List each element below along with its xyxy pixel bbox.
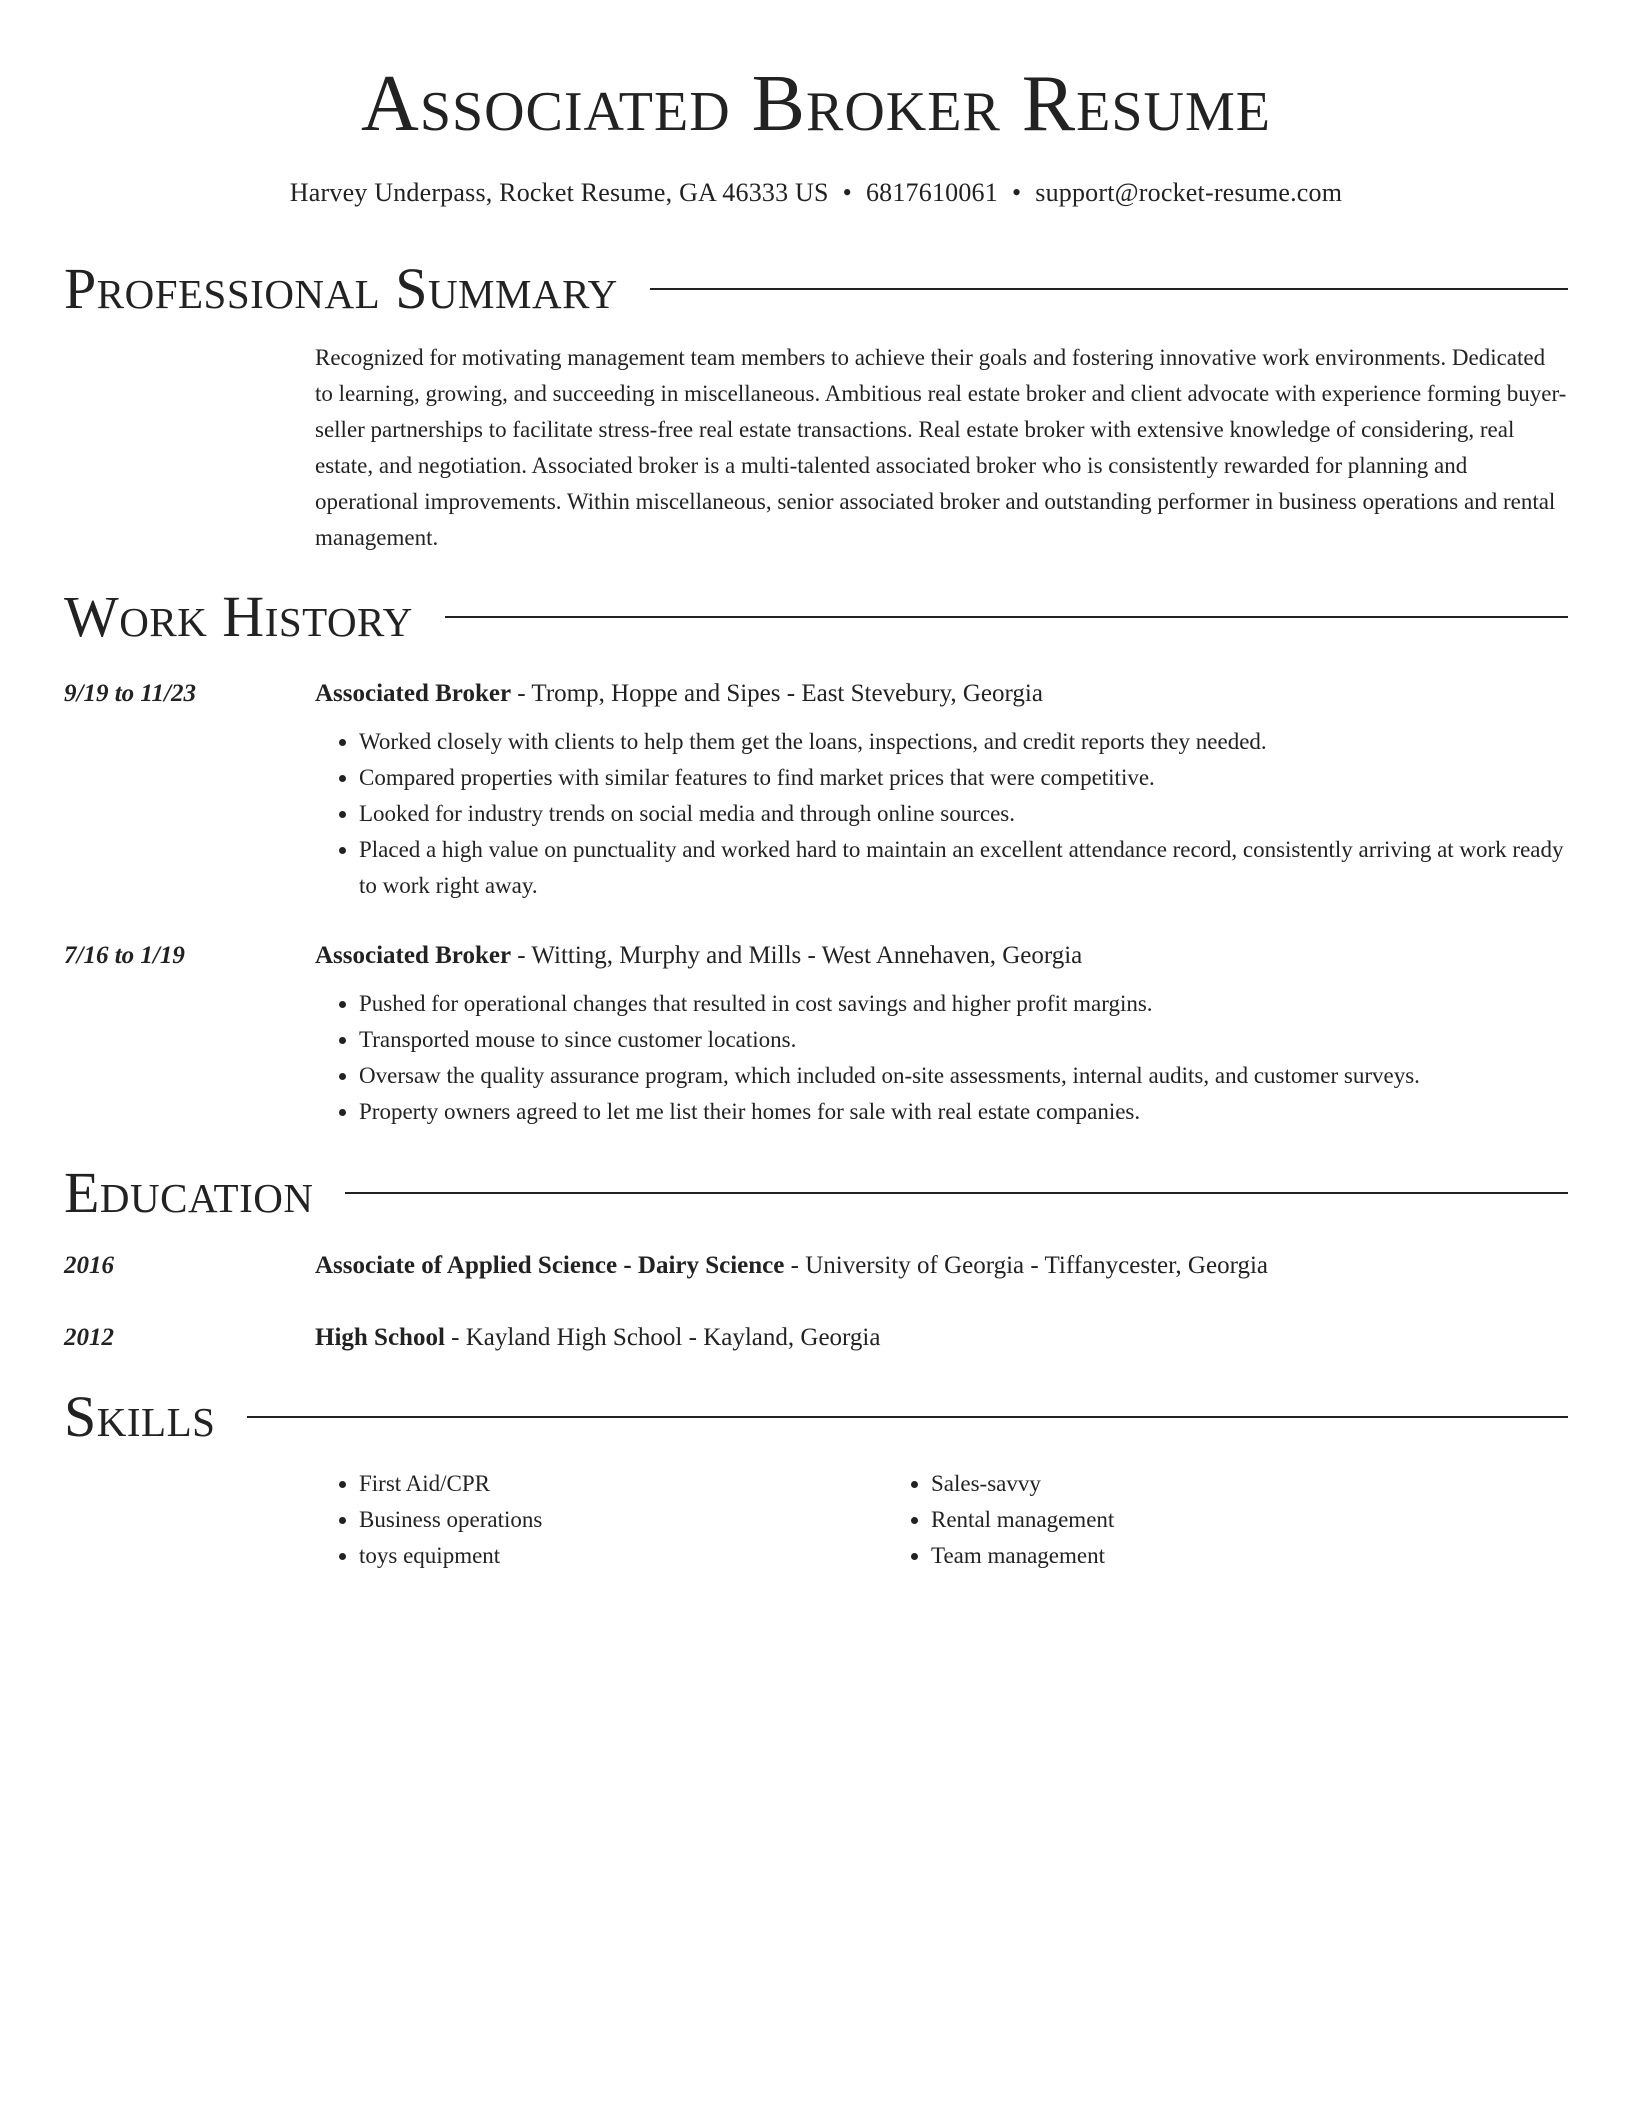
contact-email: support@rocket-resume.com: [1035, 178, 1343, 207]
education-year: 2016: [64, 1252, 114, 1279]
list-item: • Looked for industry trends on social media and through online sources.: [359, 796, 1568, 832]
skill-item: • Business operations: [359, 1502, 887, 1538]
job-entry: [64, 676, 1568, 904]
education-entry: [64, 1320, 1568, 1356]
job-heading: [315, 676, 1568, 712]
education-degree: High School: [315, 1324, 445, 1351]
job-dates: 9/19 to 11/23: [64, 680, 196, 707]
job-entry: [64, 938, 1568, 1130]
education-degree: Associate of Applied Science - Dairy Science: [315, 1252, 785, 1279]
summary-section-header: [64, 256, 1568, 321]
job-dates: 7/16 to 1/19: [64, 942, 185, 969]
job-body: [315, 676, 1568, 904]
list-item: • Oversaw the quality assurance program, which included on-site assessments, internal audits, and customer surveys.: [359, 1058, 1568, 1094]
list-item: • Pushed for operational changes that resulted in cost savings and higher profit margins.: [359, 986, 1568, 1022]
education-heading: Education: [64, 1160, 314, 1225]
skill-item: • Sales-savvy: [931, 1466, 1568, 1502]
section-divider: [650, 288, 1568, 290]
education-heading-line: [315, 1248, 1568, 1284]
summary-text: Recognized for motivating management team members to achieve their goals and fostering innovative work environments. Dedicated to learning, growing, and succeeding in miscellaneous. Ambitious real estate broker and client advocate with experience forming buyer-seller partnerships to facilitate stress-free real estate transactions. Real estate broker with extensive knowledge of considering, real estate, and negotiation. Associated broker is a multi-talented associated broker who is consistently rewarded for planning and operational improvements. Within miscellaneous, senior associated broker and outstanding performer in business operations and rental management.: [315, 345, 1567, 550]
skills-list: [315, 1466, 1568, 1574]
contact-line: [64, 178, 1568, 208]
job-details: - Tromp, Hoppe and Sipes - East Stevebury, Georgia: [511, 680, 1043, 707]
section-divider: [345, 1192, 1568, 1194]
section-divider: [247, 1416, 1568, 1418]
list-item: • Transported mouse to since customer locations.: [359, 1022, 1568, 1058]
contact-separator: •: [1011, 178, 1022, 207]
job-body: [315, 938, 1568, 1130]
section-divider: [445, 616, 1568, 618]
job-bullets: [315, 986, 1568, 1130]
work-section-header: [64, 584, 1568, 649]
job-bullets: [315, 724, 1568, 904]
education-year: 2012: [64, 1324, 114, 1351]
work-heading: Work History: [64, 584, 413, 649]
skill-item: • toys equipment: [359, 1538, 887, 1574]
skill-item: • First Aid/CPR: [359, 1466, 887, 1502]
skills-heading: Skills: [64, 1384, 216, 1449]
list-item: • Compared properties with similar features to find market prices that were competitive.: [359, 760, 1568, 796]
education-entry: [64, 1248, 1568, 1284]
list-item: • Property owners agreed to let me list their homes for sale with real estate companies.: [359, 1094, 1568, 1130]
skills-column-2: [887, 1466, 1568, 1574]
summary-heading: Professional Summary: [64, 256, 618, 321]
job-heading: [315, 938, 1568, 974]
job-title: Associated Broker: [315, 942, 512, 969]
job-title: Associated Broker: [315, 680, 512, 707]
list-item: • Placed a high value on punctuality and worked hard to maintain an excellent attendance record, consistently arriving at work ready to work right away.: [359, 832, 1568, 904]
education-details: - Kayland High School - Kayland, Georgia: [444, 1324, 881, 1351]
contact-phone: 6817610061: [865, 178, 998, 207]
skill-item: • Team management: [931, 1538, 1568, 1574]
contact-separator: •: [842, 178, 852, 207]
job-details: - Witting, Murphy and Mills - West Annehaven, Georgia: [511, 942, 1083, 969]
skills-section-header: [64, 1384, 1568, 1449]
contact-address: Harvey Underpass, Rocket Resume, GA 46333 US: [289, 178, 829, 207]
education-details: - University of Georgia - Tiffanycester, Georgia: [784, 1252, 1268, 1279]
education-heading-line: [315, 1320, 1568, 1356]
skill-item: • Rental management: [931, 1502, 1568, 1538]
list-item: • Worked closely with clients to help them get the loans, inspections, and credit reports they needed.: [359, 724, 1568, 760]
page-title: Associated Broker Resume: [361, 60, 1271, 148]
education-section-header: [64, 1160, 1568, 1225]
skills-column-1: [315, 1466, 887, 1574]
